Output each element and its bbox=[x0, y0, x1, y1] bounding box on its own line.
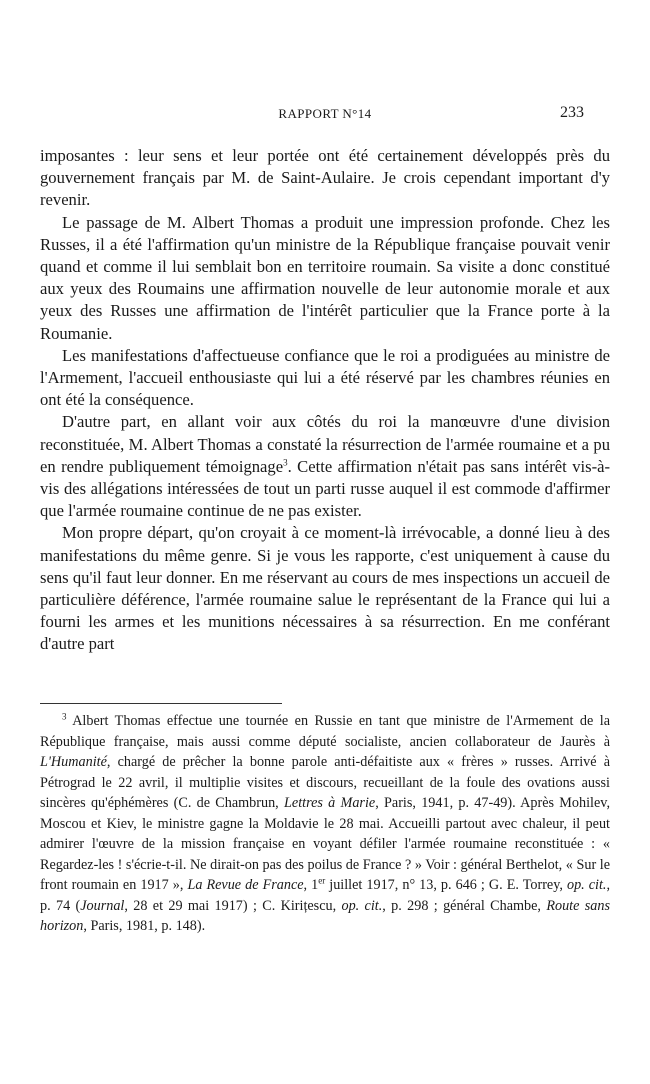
footnote-text: juillet 1917, n° 13, p. 646 ; G. E. Torrey, bbox=[325, 877, 567, 893]
paragraph-4 bbox=[40, 411, 610, 522]
paragraph-3: Les manifestations d'affectueuse confiance que le roi a prodiguées au ministre de l'Armement, l'accueil enthousiaste qui lui a été réservé par les chambres réunies en ont été la conséquence. bbox=[40, 345, 610, 410]
main-text bbox=[40, 145, 610, 656]
footnote-text: , Paris, 1941, p. 47-49). Après Mohilev, Moscou et Kiev, le ministre gagne la Moldavie le 28 mai. Accueilli partout avec chaleur, il peut admirer l'œuvre de la mission française en voyant défiler l'armée roumaine reconstituée : « Regardez-les ! s'écrie-t-il. Ne dirait-on pas des poilus de France ? » Voir : général Berthelot, « Sur le front roumain en 1917 », bbox=[40, 795, 610, 893]
footnote-title-lettres: Lettres à Marie bbox=[284, 795, 376, 811]
footnote-op-cit: op. cit. bbox=[566, 877, 607, 893]
paragraph-2: Le passage de M. Albert Thomas a produit une impression profonde. Chez les Russes, il a été l'affirmation qu'un ministre de la République française pouvait venir quand et comme il lui semblait bon en territoire roumain. Sa visite a donc constitué aux yeux des Roumains une affirmation nouvelle de leur autonomie morale et aux yeux des Russes une affirmation de l'intérêt particulier que la France porte à la Roumanie. bbox=[40, 212, 610, 343]
page-header bbox=[0, 104, 650, 126]
footnote-title-revue: La Revue de France bbox=[187, 877, 304, 893]
footnote-text: , chargé de prêcher la bonne parole anti-défaitiste aux « frères » russes. Arrivé à Pétrograd le 22 avril, il multiplie visites et discours, recueillant de la foule des ovations aussi sincères qu'éphémères (C. de Chambrun, bbox=[40, 754, 610, 811]
footnote-text: , p. 298 ; général Chambe, bbox=[382, 897, 547, 914]
footnote-number: 3 bbox=[62, 711, 67, 722]
page-number: 233 bbox=[560, 104, 584, 121]
paragraph-4-part-1: D'autre part, en allant voir aux côtés du roi la manœuvre d'une division reconstituée, M. Albert Thomas a constaté la résurrection de l'armée roumaine et a pu en rendre publiquement témoignage bbox=[40, 412, 610, 476]
paragraph-4-part-2: . Cette affirmation n'était pas sans intérêt vis-à-vis des allégations intéressées de tout un parti russe auquel il est commode d'affirmer que l'armée roumaine continue de ne pas exister. bbox=[40, 456, 610, 521]
footnote-op-cit: op. cit. bbox=[341, 897, 383, 914]
footnote-title-humanite: L'Humanité bbox=[40, 754, 107, 770]
footnote-text: Albert Thomas effectue une tournée en Russie en tant que ministre de l'Armement de la République française, mais aussi comme député socialiste, ancien collaborateur de Jaurès à bbox=[40, 713, 610, 750]
paragraph-5: Mon propre départ, qu'on croyait à ce moment-là irrévocable, a donné lieu à des manifestations du même genre. Si je vous les rapporte, c'est uniquement à cause du sens qu'il faut leur donner. En me réservant au cours de mes inspections un accueil de particulière déférence, l'armée roumaine salue le représentant de la France qui lui a fourni les armes et les munitions nécessaires à sa résurrection. En me conférant d'autre part bbox=[40, 523, 610, 654]
footnote-3 bbox=[40, 711, 610, 937]
running-head: RAPPORT N°14 bbox=[278, 106, 372, 121]
footnote-text: , p. 74 ( bbox=[40, 877, 611, 914]
footnote-reference: 3 bbox=[283, 457, 288, 468]
footnote-divider bbox=[40, 703, 282, 704]
footnote-text: , 28 et 29 mai 1917) ; C. Kirițescu, bbox=[124, 897, 342, 914]
footnote-superscript: er bbox=[318, 875, 326, 886]
footnote-text: , Paris, 1981, p. 148). bbox=[83, 918, 206, 934]
footnote-title-route: Route sans horizon bbox=[40, 897, 610, 934]
paragraph-1: imposantes : leur sens et leur portée ont été certainement développés près du gouvernement français par M. de Saint-Aulaire. Je crois cependant important d'y revenir. bbox=[40, 146, 610, 210]
footnote-title-journal: Journal bbox=[80, 897, 125, 914]
footnote-text: , 1 bbox=[303, 877, 319, 893]
